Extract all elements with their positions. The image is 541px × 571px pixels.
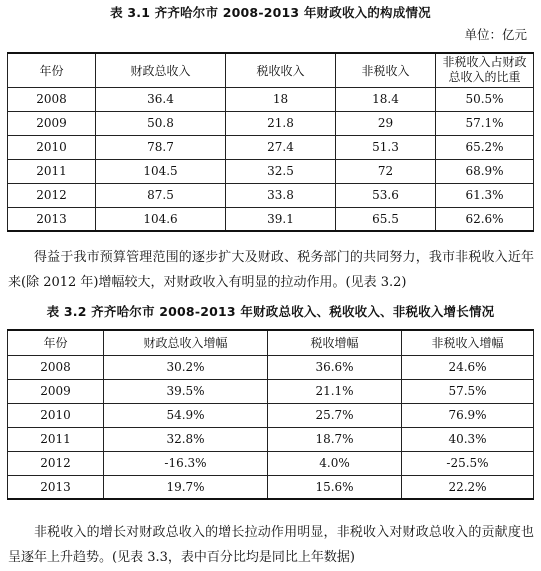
cell-non-tax-growth: 76.9%: [402, 403, 534, 427]
body-paragraph-2: 非税收入的增长对财政总收入的增长拉动作用明显，非税收入对财政总收入的贡献度也呈逐年上升趋势。(见表 3.3，表中百分比均是同比上年数据): [8, 525, 534, 565]
cell-non-tax-growth: 24.6%: [402, 355, 534, 379]
cell-tax-growth: 4.0%: [268, 451, 402, 475]
table-row: [8, 475, 534, 499]
cell-non-tax-share: 68.9%: [436, 159, 534, 183]
cell-total-revenue: 50.8: [96, 111, 226, 135]
cell-year: 2009: [8, 111, 96, 135]
cell-non-tax-growth: 40.3%: [402, 427, 534, 451]
cell-tax-growth: 18.7%: [268, 427, 402, 451]
cell-non-tax-share: 50.5%: [436, 87, 534, 111]
table1-unit-label: 单位：亿元: [464, 27, 527, 42]
cell-non-tax-revenue: 29: [336, 111, 436, 135]
cell-year: 2013: [8, 207, 96, 231]
cell-non-tax-growth: -25.5%: [402, 451, 534, 475]
cell-non-tax-revenue: 65.5: [336, 207, 436, 231]
column-header-tax-revenue: 税收收入: [226, 53, 336, 87]
table-row: [8, 427, 534, 451]
table2-caption: 表 3.2 齐齐哈尔市 2008-2013 年财政总收入、税收收入、非税收入增长情况: [46, 304, 495, 319]
cell-year: 2008: [8, 87, 96, 111]
table-row: [8, 379, 534, 403]
cell-year: 2011: [8, 159, 96, 183]
cell-non-tax-revenue: 72: [336, 159, 436, 183]
cell-total-revenue-growth: 39.5%: [104, 379, 268, 403]
table-row: [8, 87, 534, 111]
cell-tax-revenue: 27.4: [226, 135, 336, 159]
table-header-row: [8, 53, 534, 87]
cell-tax-revenue: 39.1: [226, 207, 336, 231]
table-row: [8, 451, 534, 475]
cell-tax-revenue: 18: [226, 87, 336, 111]
cell-non-tax-share: 57.1%: [436, 111, 534, 135]
column-header-tax-growth: 税收增幅: [268, 330, 402, 355]
cell-year: 2008: [8, 355, 104, 379]
cell-tax-revenue: 21.8: [226, 111, 336, 135]
table1-caption: 表 3.1 齐齐哈尔市 2008-2013 年财政收入的构成情况: [110, 5, 431, 20]
cell-tax-growth: 25.7%: [268, 403, 402, 427]
table-row: [8, 403, 534, 427]
cell-non-tax-share: 62.6%: [436, 207, 534, 231]
body-paragraph-1: 得益于我市预算管理范围的逐步扩大及财政、税务部门的共同努力，我市非税收入近年来(除 2012 年)增幅较大，对财政收入有明显的拉动作用。(见表 3.2): [8, 250, 534, 290]
cell-non-tax-share: 61.3%: [436, 183, 534, 207]
cell-non-tax-revenue: 53.6: [336, 183, 436, 207]
table-header-row: [8, 330, 534, 355]
cell-year: 2010: [8, 403, 104, 427]
cell-non-tax-growth: 22.2%: [402, 475, 534, 499]
cell-total-revenue: 87.5: [96, 183, 226, 207]
cell-total-revenue-growth: 54.9%: [104, 403, 268, 427]
cell-year: 2012: [8, 451, 104, 475]
cell-non-tax-revenue: 18.4: [336, 87, 436, 111]
table-row: [8, 183, 534, 207]
cell-total-revenue: 104.6: [96, 207, 226, 231]
table-row: [8, 355, 534, 379]
cell-tax-growth: 21.1%: [268, 379, 402, 403]
cell-year: 2010: [8, 135, 96, 159]
cell-year: 2009: [8, 379, 104, 403]
table-row: [8, 207, 534, 231]
cell-year: 2011: [8, 427, 104, 451]
column-header-non-tax-growth: 非税收入增幅: [402, 330, 534, 355]
cell-total-revenue: 78.7: [96, 135, 226, 159]
cell-total-revenue: 36.4: [96, 87, 226, 111]
cell-total-revenue-growth: 30.2%: [104, 355, 268, 379]
table-row: [8, 159, 534, 183]
revenue-growth-table: [7, 329, 534, 500]
cell-total-revenue-growth: 19.7%: [104, 475, 268, 499]
column-header-non-tax-revenue: 非税收入: [336, 53, 436, 87]
cell-year: 2012: [8, 183, 96, 207]
column-header-year: 年份: [8, 330, 104, 355]
column-header-total-revenue-growth: 财政总收入增幅: [104, 330, 268, 355]
cell-total-revenue: 104.5: [96, 159, 226, 183]
cell-tax-revenue: 33.8: [226, 183, 336, 207]
cell-non-tax-growth: 57.5%: [402, 379, 534, 403]
column-header-total-revenue: 财政总收入: [96, 53, 226, 87]
table-row: [8, 135, 534, 159]
cell-total-revenue-growth: 32.8%: [104, 427, 268, 451]
column-header-year: 年份: [8, 53, 96, 87]
cell-total-revenue-growth: -16.3%: [104, 451, 268, 475]
cell-non-tax-revenue: 51.3: [336, 135, 436, 159]
cell-tax-growth: 36.6%: [268, 355, 402, 379]
table-row: [8, 111, 534, 135]
cell-tax-revenue: 32.5: [226, 159, 336, 183]
cell-year: 2013: [8, 475, 104, 499]
cell-non-tax-share: 65.2%: [436, 135, 534, 159]
cell-tax-growth: 15.6%: [268, 475, 402, 499]
revenue-composition-table: [7, 52, 534, 232]
column-header-non-tax-share: 非税收入占财政总收入的比重: [436, 53, 534, 87]
